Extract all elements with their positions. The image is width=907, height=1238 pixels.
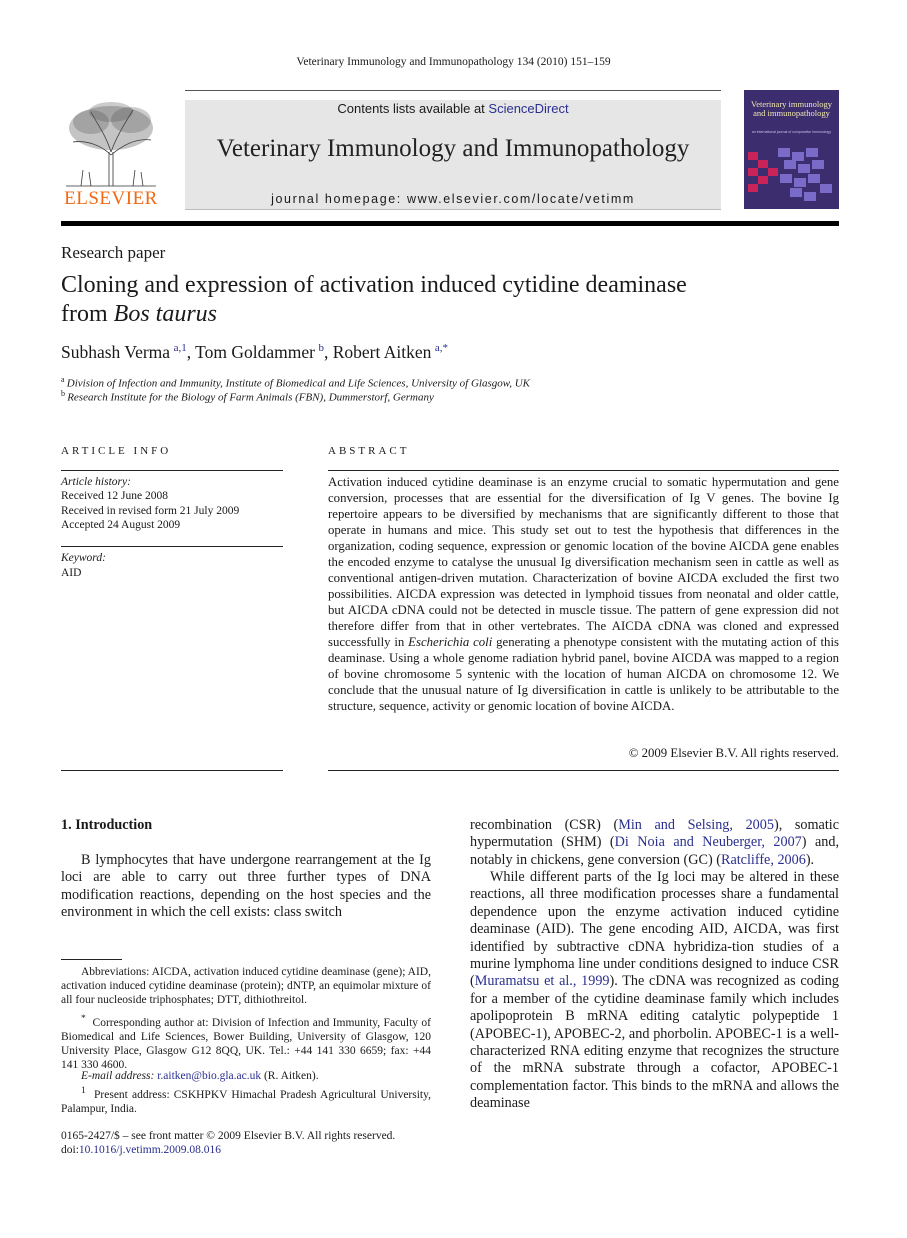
title-line-2-prefix: from (61, 301, 114, 327)
reference-link[interactable]: Di Noia and Neuberger, 2007 (614, 834, 802, 851)
email-label: E-mail address: (81, 1070, 158, 1082)
affiliation-text: Division of Infection and Immunity, Institute of Biomedical and Life Sciences, University of Glasgow, UK (66, 377, 531, 390)
present-address-footnote (61, 1084, 431, 1116)
abstract-label: ABSTRACT (328, 445, 410, 457)
article-info-label: ARTICLE INFO (61, 445, 172, 457)
abstract-part-2: generating a phenotype consistent with the mutating action of this deaminase. Using a whole genome radiation hybrid panel, bovine AICDA was mapped to a region of bovine chromosome 5 syntenic with the location of human AICDA on chromosome 12. We conclude that the unusual nature of Ig diversification in cattle is unlikely to be attributable to the structure, sequence, activity or genomic location of bovine AICDA. (328, 635, 839, 713)
email-suffix: (R. Aitken). (261, 1070, 319, 1082)
text-run: ). The cDNA was recognized as coding for a member of the cytidine deaminase family which includes apolipoprotein B mRNA editing catalytic polypeptide 1 (APOBEC-1), APOBEC-2, and phorbolin. APOBEC-1 is a well-characterized RNA editing enzyme that recognizes the structure of the mRNA substrate through a cofactor, APOBEC-1 complementation factor. This binds to the mRNA and allows the deaminase (470, 973, 839, 1112)
reference-link[interactable]: Ratcliffe, 2006 (720, 851, 806, 868)
affiliation-text: Research Institute for the Biology of Farm Animals (FBN), Dummerstorf, Germany (67, 391, 434, 404)
header-thick-rule (61, 221, 839, 226)
affiliation (61, 389, 434, 404)
journal-homepage[interactable]: journal homepage: www.elsevier.com/locate/vetimm (271, 192, 635, 206)
revised-date: Received in revised form 21 July 2009 (61, 505, 240, 517)
elsevier-logo[interactable] (61, 100, 161, 212)
affiliation-mark: a (61, 375, 65, 384)
section-heading-introduction: 1. Introduction (61, 817, 153, 833)
text-run: ) and, notably in chickens, gene conversion (GC) ( (470, 834, 839, 868)
footnote-mark: 1 (81, 1085, 86, 1096)
publisher-name: ELSEVIER (64, 188, 158, 209)
affiliation (61, 375, 530, 390)
reference-link[interactable]: Min and Selsing, 2005 (618, 817, 774, 833)
intro-right-paragraph-2 (470, 869, 839, 1113)
journal-title: Veterinary Immunology and Immunopathology (216, 135, 690, 162)
doi-line (61, 1143, 431, 1157)
abstract-text (328, 474, 839, 714)
keyword: AID (61, 567, 82, 579)
article-info-rule (61, 470, 283, 471)
keyword-rule (61, 546, 283, 547)
doi-label: doi: (61, 1144, 79, 1156)
cover-title: Veterinary immunology and immunopathology (751, 99, 832, 118)
received-date: Received 12 June 2008 (61, 490, 168, 502)
contents-line (185, 100, 721, 116)
affiliation-mark: b (61, 389, 65, 398)
abstract-bottom-rule (328, 770, 839, 771)
cover-subtitle: an international journal of comparative immunology (751, 130, 832, 134)
article-title (61, 271, 821, 329)
text-run: ). (805, 851, 815, 868)
cover-graphic-icon (744, 138, 839, 209)
author-separator: , (323, 342, 333, 362)
abstract-part-1: Activation induced cytidine deaminase is an enzyme crucial to somatic hypermutation and gene conversion, processes that are essential for the diversification of Ig V genes. The bovine Ig repertoire appears to be diversified by mechanisms that are significantly different to those that operate in humans and mice. This study set out to test the hypothesis that differences in the organization, coding sequence, expression or genomic location of the bovine AICDA gene enables the encoded enzyme to catalyse the unusual Ig diversification mechanism seen in cattle as well as conventional antigen-driven mutation. Characterization of bovine AICDA excluded the first two possibilities. AICDA expression was detected in lymphoid tissues from neonatal and older cattle, but AICDA cDNA could not be detected in muscle tissue. The pattern of gene expression did not therefore differ from that in other vertebrates. The AICDA cDNA was cloned and expressed successfully in (328, 475, 839, 649)
author-list (61, 342, 448, 363)
email-link[interactable]: r.aitken@bio.gla.ac.uk (157, 1070, 262, 1082)
keyword-label: Keyword: (61, 552, 106, 564)
text-run: ), somatic hypermutation (SHM) ( (470, 817, 840, 851)
journal-banner (185, 100, 721, 209)
author-marks[interactable]: a,1 (173, 342, 187, 355)
author-separator: , (186, 342, 196, 362)
sciencedirect-link[interactable]: ScienceDirect (488, 101, 569, 116)
corresponding-author-footnote (61, 1012, 431, 1073)
abstract-rule (328, 470, 839, 471)
author-marks[interactable]: a,* (434, 342, 449, 355)
intro-right-paragraph-1 (470, 817, 839, 869)
reference-link[interactable]: Muramatsu et al., 1999 (474, 973, 610, 990)
abstract-organism: Escherichia coli (408, 635, 493, 649)
corresponding-author-text: Corresponding author at: Division of Infection and Immunity, Faculty of Biomedical and Life Sciences, Bower Building, University of Glasgow, 120 University Place, Glasgow G12 8QQ, UK. Tel.: +44 141 330 6659; fax: +44 141 330 4600. (61, 1016, 431, 1072)
text-run: recombination (CSR) ( (470, 817, 619, 833)
footnote-mark: * (81, 1013, 86, 1024)
header-rule (185, 90, 721, 91)
doi-link[interactable]: 10.1016/j.vetimm.2009.08.016 (78, 1144, 222, 1156)
elsevier-tree-icon (61, 100, 161, 188)
article-type: Research paper (61, 243, 166, 262)
intro-left-paragraph: B lymphocytes that have undergone rearrangement at the Ig loci are able to carry out three further types of DNA modification reactions, depending on the host species and the environment in which the cell exists: class switch (61, 852, 431, 921)
banner-bottom-rule (185, 209, 721, 210)
title-line-2 (61, 300, 821, 329)
text-run: While different parts of the Ig loci may be altered in these reactions, all three modification processes share a fundamental dependence upon the enzyme activation induced cytidine deaminase (AID). The gene encoding AID, AICDA, was first identified by subtractive cDNA hybridiza-tion studies of a murine lymphoma line under conditions designed to induce CSR ( (470, 869, 839, 990)
author-marks[interactable]: b (318, 342, 324, 355)
contents-prefix: Contents lists available at (337, 101, 489, 116)
author-name[interactable]: Subhash Verma (61, 342, 171, 362)
front-matter-line: 0165-2427/$ – see front matter © 2009 Elsevier B.V. All rights reserved. (61, 1130, 396, 1142)
title-line-1: Cloning and expression of activation induced cytidine deaminase (61, 272, 687, 298)
accepted-date: Accepted 24 August 2009 (61, 519, 181, 531)
journal-cover[interactable] (744, 90, 839, 209)
title-species: Bos taurus (113, 301, 218, 327)
abbreviations-footnote: Abbreviations: AICDA, activation induced cytidine deaminase (gene); AID, activation induced cytidine deaminase (protein); dNTP, an equimolar mixture of all four nucleoside triphosphates; DTT, dithiothreitol. (61, 966, 431, 1007)
email-line (61, 1069, 431, 1083)
footnote-rule (61, 959, 122, 960)
present-address-text: Present address: CSKHPKV Himachal Pradesh Agricultural University, Palampur, India. (61, 1088, 432, 1116)
author-name[interactable]: Robert Aitken (332, 342, 432, 362)
abstract-copyright: © 2009 Elsevier B.V. All rights reserved. (628, 746, 839, 760)
author-name[interactable]: Tom Goldammer (195, 342, 315, 362)
article-info-bottom-rule (61, 770, 283, 771)
history-label: Article history: (61, 476, 131, 488)
journal-citation: Veterinary Immunology and Immunopathology 134 (2010) 151–159 (296, 56, 611, 68)
